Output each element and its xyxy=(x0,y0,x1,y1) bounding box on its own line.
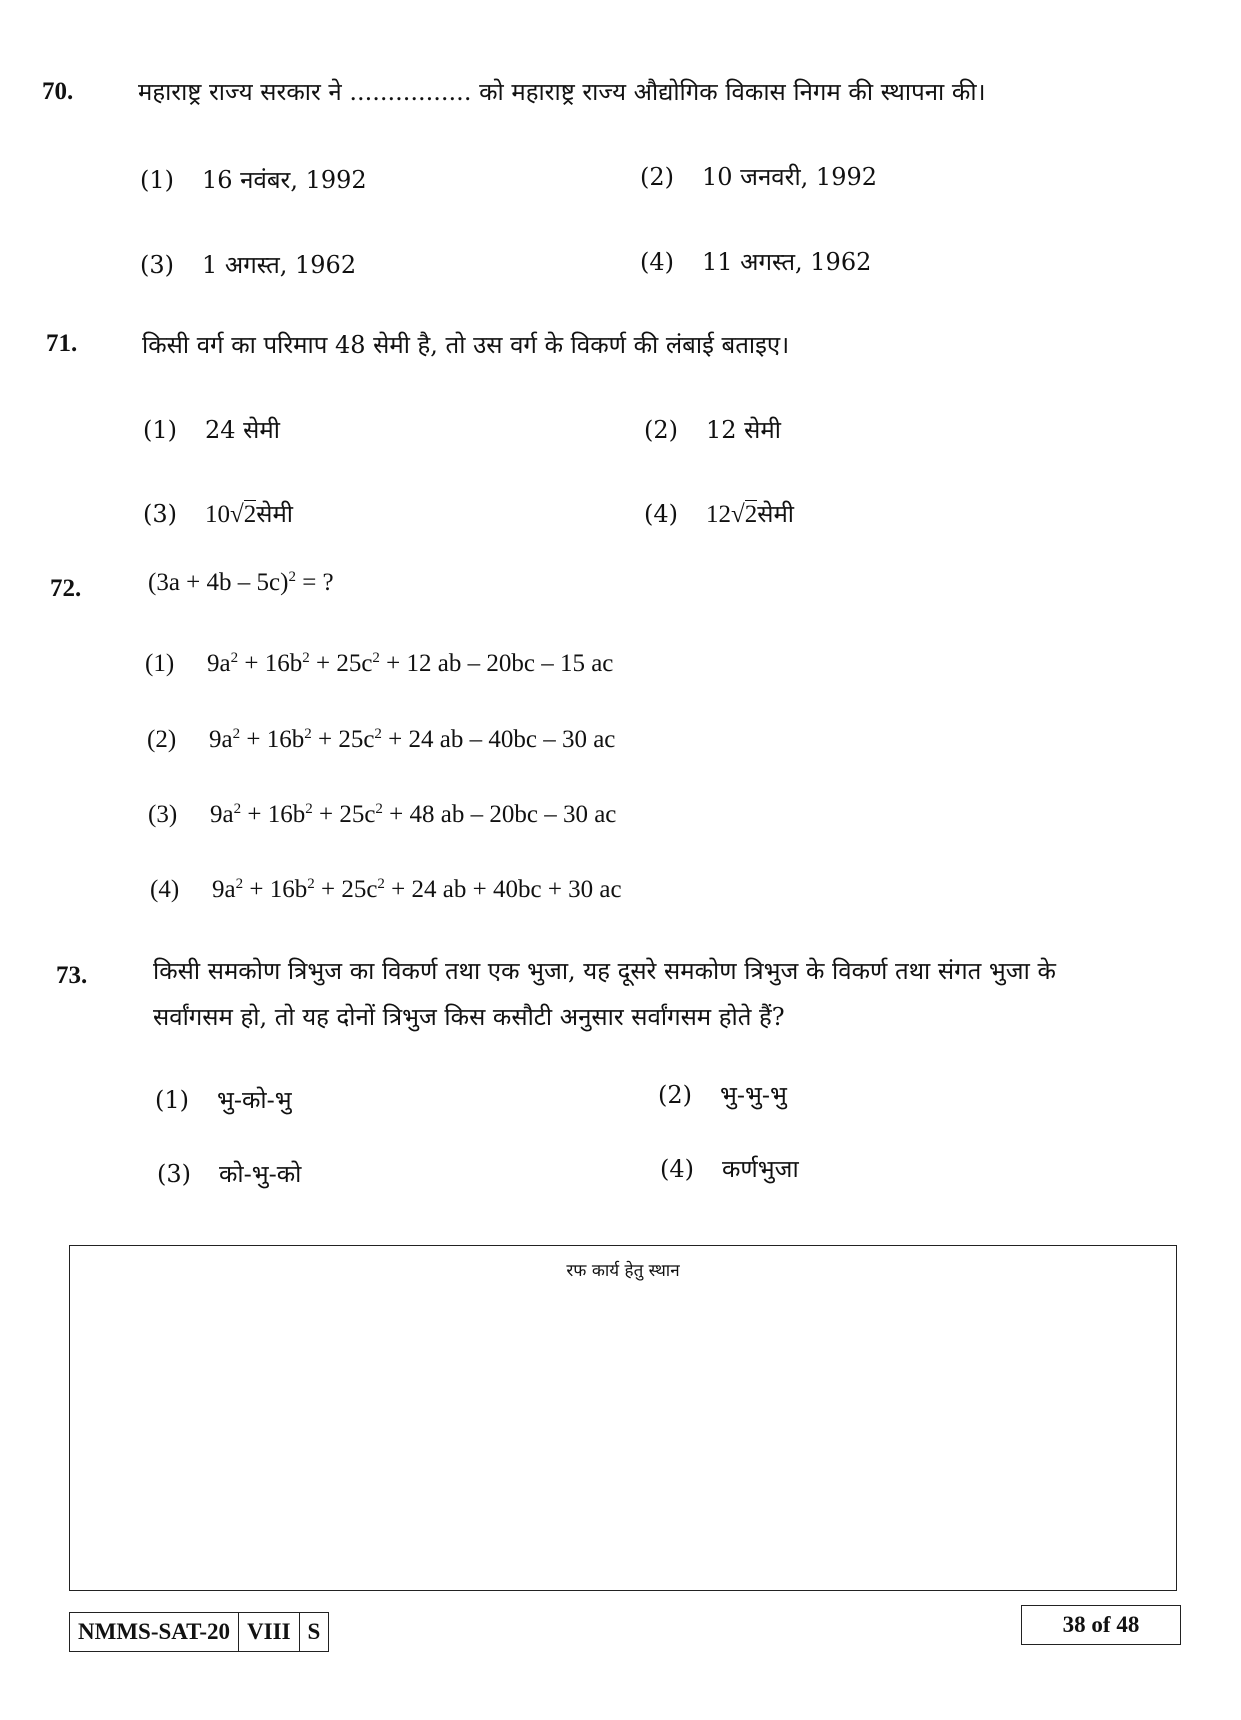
sqrt-symbol: √ xyxy=(230,501,244,528)
question-number: 72. xyxy=(50,575,82,602)
option-3[interactable]: (3) $9a^2 + 16b^2 + 25c^2 + 48$ ab – 20bc – 30 ac xyxy=(148,801,617,828)
option-2[interactable]: (2) भु-भु-भु xyxy=(658,1081,787,1109)
question-text: $(3a + 4b - 5c)^2$ = ? xyxy=(148,569,334,596)
option-1[interactable]: (1) 24 सेमी xyxy=(143,416,280,444)
question-number: 71. xyxy=(46,330,78,357)
question-text: किसी समकोण त्रिभुज का विकर्ण तथा एक भुजा, यह दूसरे समकोण त्रिभुज के विकर्ण तथा संगत भुजा के सर्वांगसम हो, तो यह दोनों त्रिभुज किस कसौटी अनुसार सर्वांगसम होते हैं? xyxy=(153,957,1056,1031)
option-3[interactable]: (3) को-भु-को xyxy=(157,1160,302,1188)
option-4[interactable]: (4) $9a^2 + 16b^2 + 25c^2 + 24$ ab + 40bc + 30 ac xyxy=(150,876,622,903)
question-text: महाराष्ट्र राज्य सरकार ने ................ को महाराष्ट्र राज्य औद्योगिक विकास निगम की स्थापना की। xyxy=(138,78,986,106)
option-3[interactable]: (3) 1 अगस्त, 1962 xyxy=(140,251,357,279)
rough-work-label: रफ कार्य हेतु स्थान xyxy=(566,1261,680,1281)
question-number: 73. xyxy=(56,962,88,989)
sqrt-symbol: √ xyxy=(731,501,745,528)
question-text: किसी वर्ग का परिमाप 48 सेमी है, तो उस वर्ग के विकर्ण की लंबाई बताइए। xyxy=(142,331,790,359)
rough-work-box xyxy=(69,1245,1177,1591)
page-number: 38 of 48 xyxy=(1021,1605,1181,1645)
option-4[interactable]: (4) 12√2सेमी xyxy=(644,500,795,528)
exam-code: NMMS-SAT-20 xyxy=(78,1619,231,1644)
option-4[interactable]: (4) कर्णभुजा xyxy=(660,1155,799,1183)
option-4[interactable]: (4) 11 अगस्त, 1962 xyxy=(640,248,872,276)
exam-set: S xyxy=(299,1613,329,1651)
option-2[interactable]: (2) 12 सेमी xyxy=(644,416,781,444)
option-1[interactable]: (1) $9a^2 + 16b^2 + 25c^2 + 12$ ab – 20bc – 15 ac xyxy=(145,650,614,677)
option-3[interactable]: (3) 10√2सेमी xyxy=(143,500,294,528)
footer-code-box xyxy=(69,1612,329,1652)
option-2[interactable]: (2) $9a^2 + 16b^2 + 25c^2 + 24$ ab – 40bc – 30 ac xyxy=(147,726,616,753)
exam-class: VIII xyxy=(238,1613,298,1651)
question-number: 70. xyxy=(42,78,74,105)
option-1[interactable]: (1) भु-को-भु xyxy=(155,1086,292,1114)
option-2[interactable]: (2) 10 जनवरी, 1992 xyxy=(640,163,878,191)
option-1[interactable]: (1) 16 नवंबर, 1992 xyxy=(140,166,367,194)
